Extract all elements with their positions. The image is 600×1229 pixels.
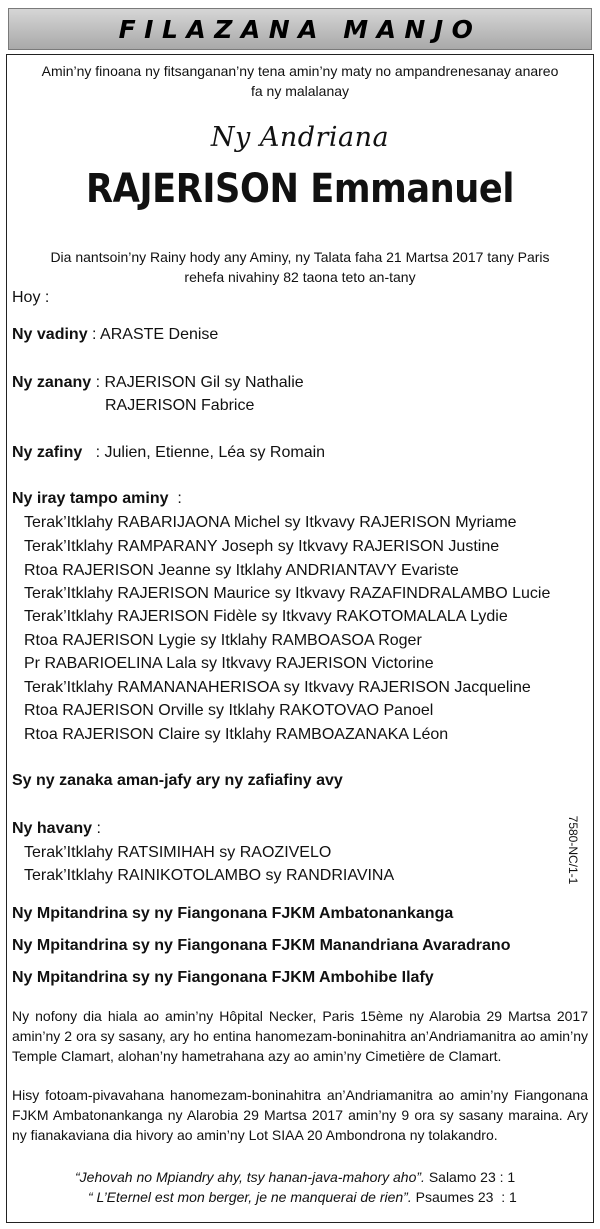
spouse-value: ARASTE Denise — [100, 326, 219, 343]
verse-french-ref: Psaumes 23 : 1 — [411, 1189, 517, 1205]
sibling-item: Rtoa RAJERISON Orville sy Itklahy RAKOTOVAO Panoel — [24, 702, 434, 719]
intro-line-2: fa ny malalanay — [250, 83, 350, 99]
relatives-label: Ny havany — [12, 820, 93, 837]
children-line-2: RAJERISON Fabrice — [105, 397, 255, 414]
children-label: Ny zanany — [12, 374, 92, 391]
reference-code — [563, 810, 583, 890]
children-line — [12, 374, 304, 392]
spouse-label: Ny vadiny — [12, 326, 88, 343]
grandchildren-value: Julien, Etienne, Léa sy Romain — [104, 444, 326, 461]
grandchildren-label: Ny zafiny — [12, 444, 83, 461]
death-notice-line-2: rehefa nivahiny 82 taona teto an-tany — [184, 269, 416, 285]
relatives-heading — [12, 820, 101, 838]
church-line: Ny Mpitandrina sy ny Fiangonana FJKM Manandriana Avaradrano — [12, 937, 511, 954]
children-separator: : — [91, 374, 105, 391]
siblings-heading — [12, 490, 182, 508]
spouse-separator: : — [87, 326, 101, 343]
service-paragraph — [12, 1085, 588, 1145]
hoy-label: Hoy : — [12, 289, 50, 306]
intro-line-1: Amin’ny finoana ny fitsanganan’ny tena amin’ny maty no ampandrenesanay anareo — [41, 63, 559, 79]
verse-malagasy — [75, 1167, 515, 1187]
relatives-separator: : — [92, 820, 101, 837]
verse-french — [88, 1187, 517, 1207]
deceased-title: Ny Andriana — [210, 122, 390, 153]
sibling-item: Terak’Itklahy RAJERISON Fidèle sy Itkvavy RAKOTOMALALA Lydie — [24, 608, 508, 625]
nephews-line: Sy ny zanaka aman-jafy ary ny zafiafiny avy — [12, 772, 343, 789]
relative-item: Terak’Itklahy RATSIMIHAH sy RAOZIVELO — [24, 844, 332, 861]
sibling-item: Terak’Itklahy RAJERISON Maurice sy Itkvavy RAZAFINDRALAMBO Lucie — [24, 585, 551, 602]
service-paragraph-text: Hisy fotoam-pivavahana hanomezam-boninahitra an’Andriamanitra ao amin’ny Fiangonana FJKM Ambatonankanga ny Alarobia 29 Martsa 2017 amin’ny 9 ora sy sasany maraina. Ary ny fianakaviana dia hivory ao amin’ny Lot SIAA 20 Ambondrona ny tolakandro. — [12, 1087, 588, 1143]
death-notice-line-1: Dia nantsoin’ny Rainy hody any Aminy, ny Talata faha 21 Martsa 2017 tany Paris — [50, 249, 550, 265]
church-line: Ny Mpitandrina sy ny Fiangonana FJKM Ambatonankanga — [12, 905, 454, 922]
sibling-item: Rtoa RAJERISON Lygie sy Itklahy RAMBOASOA Roger — [24, 632, 422, 649]
deceased-name: RAJERISON Emmanuel — [86, 166, 514, 212]
sibling-item: Pr RABARIOELINA Lala sy Itkvavy RAJERISON Victorine — [24, 655, 434, 672]
grandchildren-separator: : — [82, 444, 105, 461]
grandchildren-line — [12, 444, 325, 462]
church-line: Ny Mpitandrina sy ny Fiangonana FJKM Ambohibe Ilafy — [12, 969, 434, 986]
children-line-1: RAJERISON Gil sy Nathalie — [104, 374, 304, 391]
sibling-item: Terak’Itklahy RAMANANAHERISOA sy Itkvavy RAJERISON Jacqueline — [24, 679, 531, 696]
verse-malagasy-ref: Salamo 23 : 1 — [424, 1169, 516, 1185]
verse-malagasy-text: “Jehovah no Mpiandry ahy, tsy hanan-java-mahory aho”. — [75, 1169, 425, 1185]
sibling-item: Terak’Itklahy RABARIJAONA Michel sy Itkvavy RAJERISON Myriame — [24, 514, 517, 531]
siblings-label: Ny iray tampo aminy — [12, 490, 169, 507]
sibling-item: Terak’Itklahy RAMPARANY Joseph sy Itkvavy RAJERISON Justine — [24, 538, 500, 555]
sibling-item: Rtoa RAJERISON Claire sy Itklahy RAMBOAZANAKA Léon — [24, 726, 449, 743]
verse-french-text: “ L’Eternel est mon berger, je ne manquerai de rien”. — [88, 1189, 412, 1205]
funeral-paragraph-text: Ny nofony dia hiala ao amin’ny Hôpital Necker, Paris 15ème ny Alarobia 29 Martsa 2017 amin’ny 2 ora sy sasany, ary ho entina hanomezam-boninahitra an’Andriamanitra ao amin’ny Temple Clamart, alohan’ny hametrahana azy ao amin’ny Cimetière de Clamart. — [12, 1008, 588, 1064]
reference-code-text: 7580-NC/1-1 — [566, 815, 580, 885]
relative-item: Terak’Itklahy RAINIKOTOLAMBO sy RANDRIAVINA — [24, 867, 395, 884]
notice-header-title: FILAZANA MANJO — [118, 14, 482, 44]
notice-header-banner — [8, 8, 592, 50]
sibling-item: Rtoa RAJERISON Jeanne sy Itklahy ANDRIANTAVY Evariste — [24, 562, 459, 579]
spouse-line — [12, 326, 218, 344]
siblings-separator: : — [168, 490, 182, 507]
funeral-paragraph — [12, 1006, 588, 1066]
